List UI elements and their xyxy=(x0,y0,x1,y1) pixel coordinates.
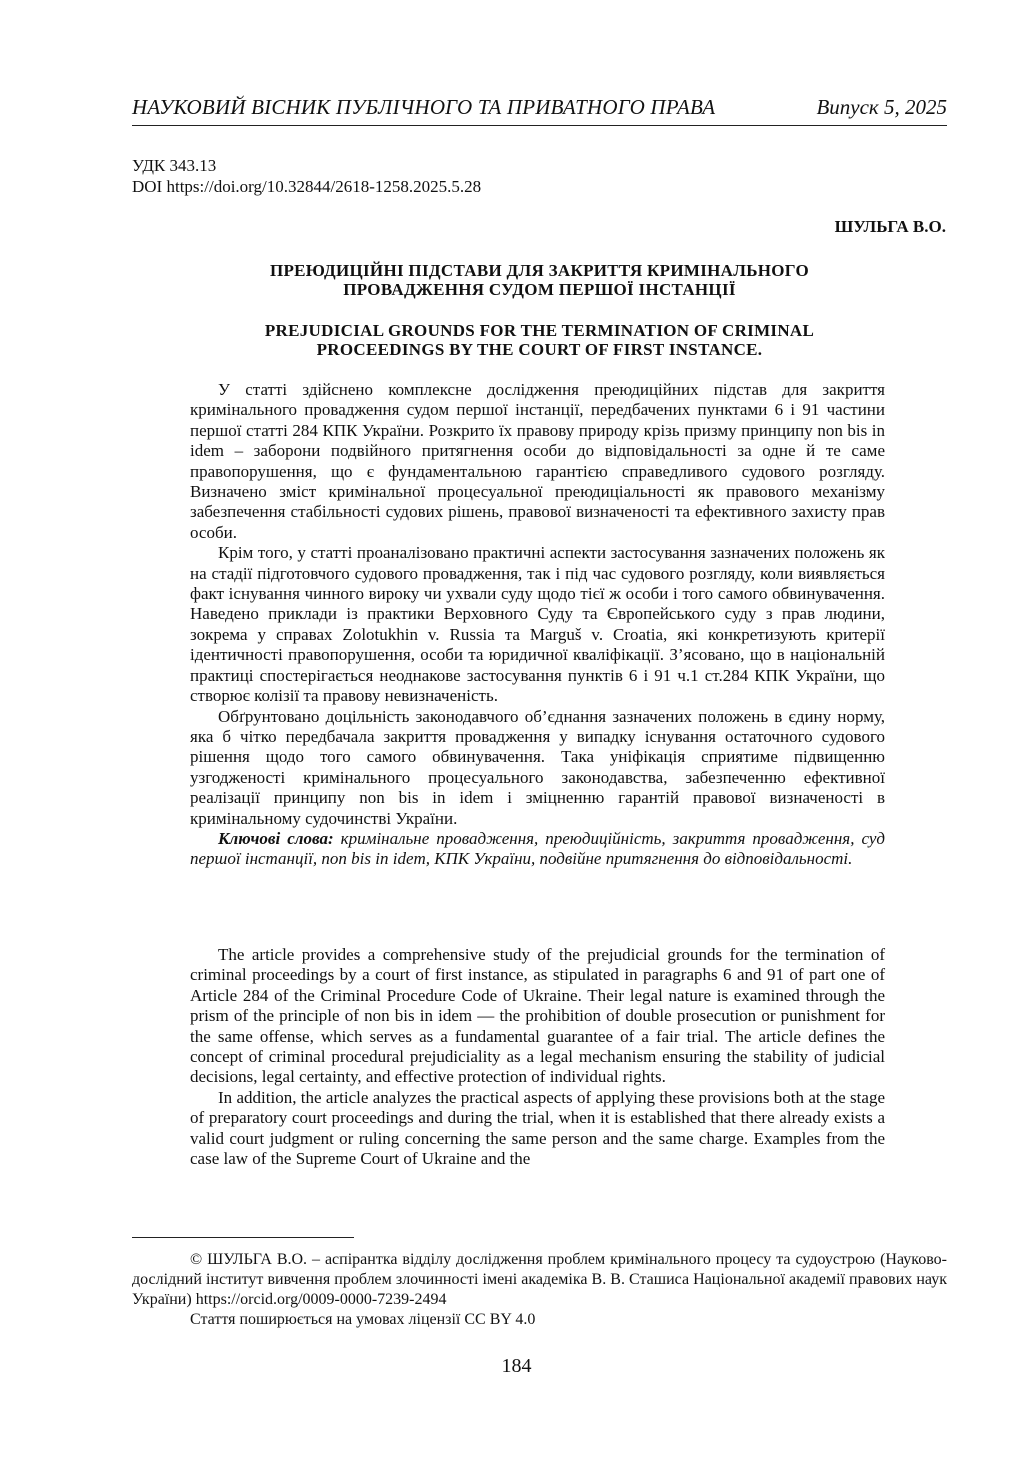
author-footnote xyxy=(132,1250,947,1330)
footnote-divider xyxy=(132,1237,354,1238)
article-title-uk xyxy=(132,261,947,299)
abstract-uk-paragraph-1: У статті здійснено комплексне дослідження преюдиційних підстав для закриття кримінального провадження судом першої інстанції, передбачених пунктами 6 і 91 частини першої статті 284 КПК України. Розкрито їх правову природу крізь призму принципу non bis in idem – заборони подвійного притягнення особи до відповідальності за одне й те саме правопорушення, що є фундаментальною гарантією справедливого судового розгляду. Визначено зміст кримінальної процесуальної преюдиціальності як правового механізму забезпечення стабільності судових рішень, правової визначеності та ефективного захисту прав особи. xyxy=(190,380,885,542)
keywords-uk xyxy=(190,829,885,870)
doi-link[interactable]: DOI https://doi.org/10.32844/2618-1258.2025.5.28 xyxy=(132,177,482,196)
abstract-uk-paragraph-2: Крім того, у статті проаналізовано практичні аспекти застосування зазначених положень як на стадії підготовчого судового провадження, так і під час судового розгляду, коли виявляється факт існування чинного вироку чи ухвали суду щодо тієї ж особи і того самого обвинувачення. Наведено приклади із практики Верховного Суду та Європейського суду з прав людини, зокрема у справах Zolotukhin v. Russia та Marguš v. Croatia, які конкретизують критерії ідентичності правопорушення, особи та юридичної кваліфікації. З’ясовано, що в національній практиці спостерігається неоднакове застосування пунктів 6 і 91 ч.1 ст.284 КПК України, що створює колізії та правову невизначеність. xyxy=(190,543,885,706)
page-number: 184 xyxy=(501,1355,532,1377)
article-title-en xyxy=(132,321,947,359)
issue-label: Випуск 5, 2025 xyxy=(816,95,947,119)
article-meta xyxy=(132,155,481,197)
footnote-license: Стаття поширюється на умовах ліцензії CC BY 4.0 xyxy=(190,1311,536,1328)
title-en-line-2: PROCEEDINGS BY THE COURT OF FIRST INSTANCE. xyxy=(316,340,763,359)
running-header xyxy=(132,93,947,126)
keywords-list: кримінальне провадження, преюдиційність, закриття провадження, суд першої інстанції, non bis in idem, КПК України, подвійне притягнення до відповідальності. xyxy=(190,828,886,869)
abstract-en-paragraph-1: The article provides a comprehensive study of the prejudicial grounds for the termination of criminal proceedings by a court of first instance, as stipulated in paragraphs 6 and 91 of part one of Article 284 of the Criminal Procedure Code of Ukraine. Their legal nature is examined through the prism of the principle of non bis in idem — the prohibition of double prosecution or punishment for the same offense, which serves as a fundamental guarantee of a fair trial. The article defines the concept of criminal procedural prejudiciality as a legal mechanism ensuring the stability of judicial decisions, legal certainty, and effective protection of individual rights. xyxy=(190,945,885,1087)
journal-title: НАУКОВИЙ ВІСНИК ПУБЛІЧНОГО ТА ПРИВАТНОГО ПРАВА xyxy=(132,95,716,119)
abstract-uk xyxy=(190,380,885,870)
title-uk-line-1: ПРЕЮДИЦІЙНІ ПІДСТАВИ ДЛЯ ЗАКРИТТЯ КРИМІНАЛЬНОГО xyxy=(269,261,810,280)
footnote-affiliation: © ШУЛЬГА В.О. – аспірантка відділу дослідження проблем кримінального процесу та судоустрою (Науково-дослідний інститут вивчення проблем злочинності імені академіка В. В. Сташиса Національної академії правових наук України) https://orcid.org/0009-0000-7239-2494 xyxy=(132,1251,947,1308)
title-en-line-1: PREJUDICIAL GROUNDS FOR THE TERMINATION OF CRIMINAL xyxy=(264,321,815,340)
title-uk-line-2: ПРОВАДЖЕННЯ СУДОМ ПЕРШОЇ ІНСТАНЦІЇ xyxy=(343,280,736,299)
abstract-uk-paragraph-3: Обґрунтовано доцільність законодавчого об’єднання зазначених положень в єдину норму, яка б чітко передбачала закриття провадження у випадку існування остаточного судового рішення щодо того самого обвинувачення. Така уніфікація сприятиме підвищенню узгодженості кримінального процесуального законодавства, забезпеченню ефективної реалізації принципу non bis in idem і зміцненню гарантій правової визначеності в кримінальному судочинстві України. xyxy=(190,706,885,828)
keywords-label: Ключові слова: xyxy=(218,828,334,848)
udc-code: УДК 343.13 xyxy=(132,156,217,175)
abstract-en xyxy=(190,945,885,1169)
abstract-en-paragraph-2: In addition, the article analyzes the practical aspects of applying these provisions both at the stage of preparatory court proceedings and during the trial, when it is established that there already exists a valid court judgment or ruling concerning the same person and the same charge. Examples from the case law of the Supreme Court of Ukraine and the xyxy=(190,1087,885,1169)
author-name: ШУЛЬГА В.О. xyxy=(834,217,946,236)
